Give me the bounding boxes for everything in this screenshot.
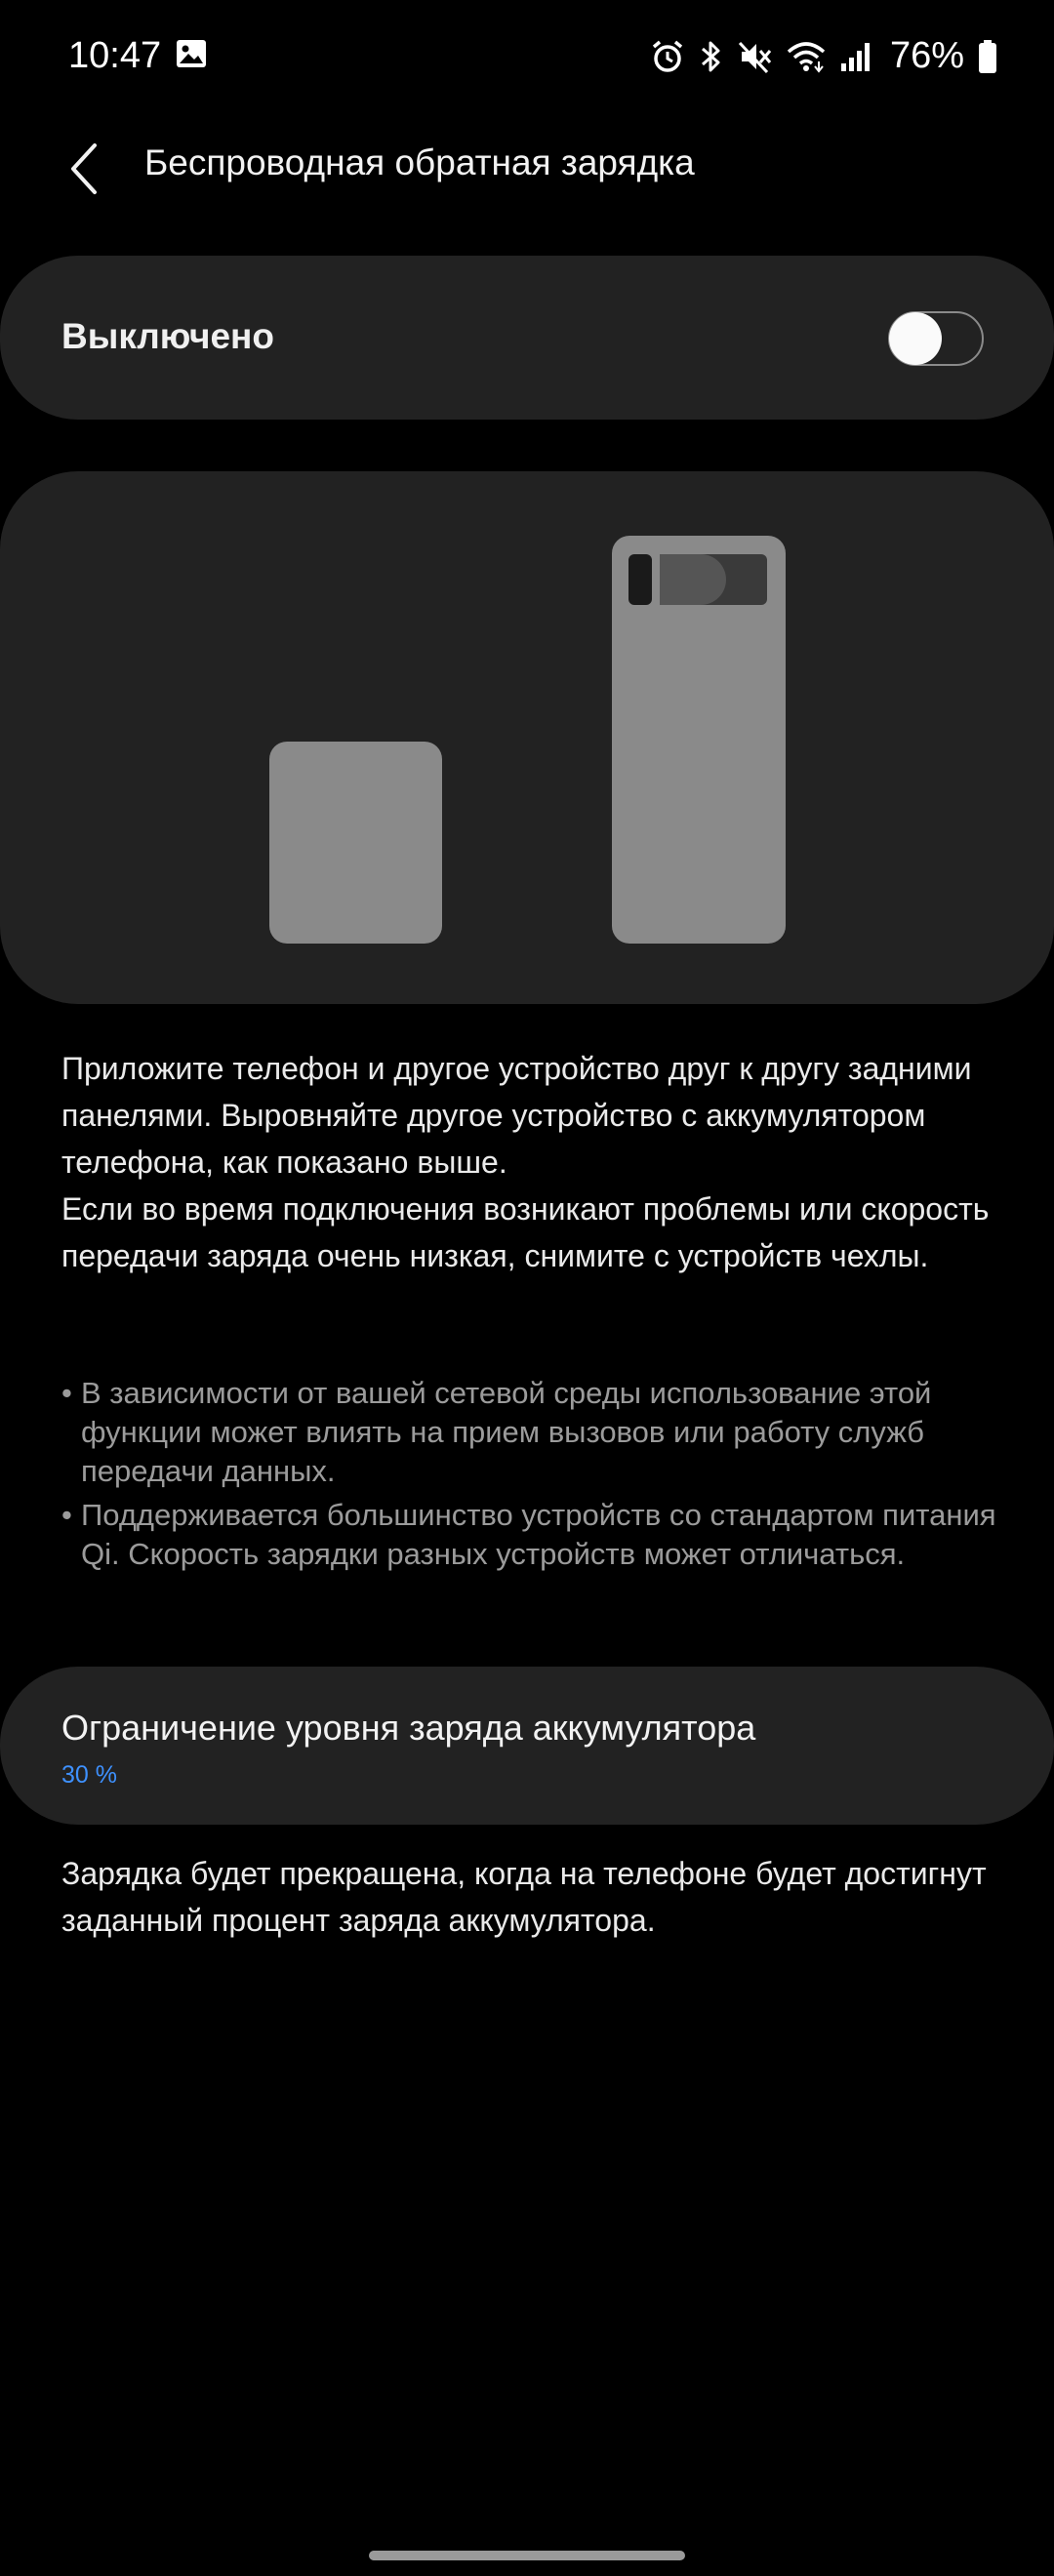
wifi-icon [787, 40, 826, 73]
battery-icon [978, 39, 997, 74]
toggle-switch[interactable] [888, 311, 984, 366]
signal-icon [839, 40, 872, 73]
phone-camera-shape [628, 554, 652, 605]
note-item [61, 1496, 998, 1574]
note-text: Поддерживается большинство устройств со стандартом питания Qi. Скорость зарядки разных устройств может отличаться. [81, 1498, 996, 1571]
alignment-illustration [0, 471, 1054, 1004]
bluetooth-icon [699, 39, 724, 74]
note-item [61, 1374, 998, 1491]
toggle-label: Выключено [61, 316, 274, 356]
instructions-paragraph-1: Приложите телефон и другое устройство друг к другу задними панелями. Выровняйте другое устройство с аккумулятором телефона, как показано выше. [61, 1051, 972, 1180]
note-text: В зависимости от вашей сетевой среды использование этой функции может влиять на прием вызовов или работу служб передачи данных. [81, 1376, 932, 1488]
bullet-icon: • [61, 1376, 72, 1410]
app-bar [0, 127, 1054, 205]
status-bar [0, 0, 1054, 117]
back-arrow-icon [67, 141, 101, 196]
alarm-icon [650, 39, 685, 74]
home-indicator[interactable] [369, 2551, 685, 2560]
battery-limit-description: Зарядка будет прекращена, когда на телефоне будет достигнут заданный процент заряда аккумулятора. [61, 1856, 987, 1938]
other-device-shape [269, 742, 442, 944]
instructions-text [61, 1045, 998, 1279]
mute-icon [738, 39, 773, 74]
status-time: 10:47 [68, 35, 162, 76]
image-icon [176, 39, 207, 73]
page-title: Беспроводная обратная зарядка [144, 142, 695, 182]
instructions-paragraph-2: Если во время подключения возникают проблемы или скорость передачи заряда очень низкая, снимите с устройств чехлы. [61, 1191, 990, 1273]
battery-limit-setting[interactable] [0, 1667, 1054, 1825]
bullet-icon: • [61, 1498, 72, 1532]
notes-list [61, 1374, 998, 1579]
phone-lens-shape [660, 554, 726, 605]
battery-percent: 76% [889, 35, 964, 76]
back-button[interactable] [55, 135, 113, 203]
switch-thumb [889, 312, 942, 365]
battery-limit-title: Ограничение уровня заряда аккумулятора [61, 1708, 756, 1748]
illustration-card [0, 471, 1054, 1004]
battery-limit-value: 30 % [61, 1761, 117, 1789]
status-icons [650, 35, 997, 77]
